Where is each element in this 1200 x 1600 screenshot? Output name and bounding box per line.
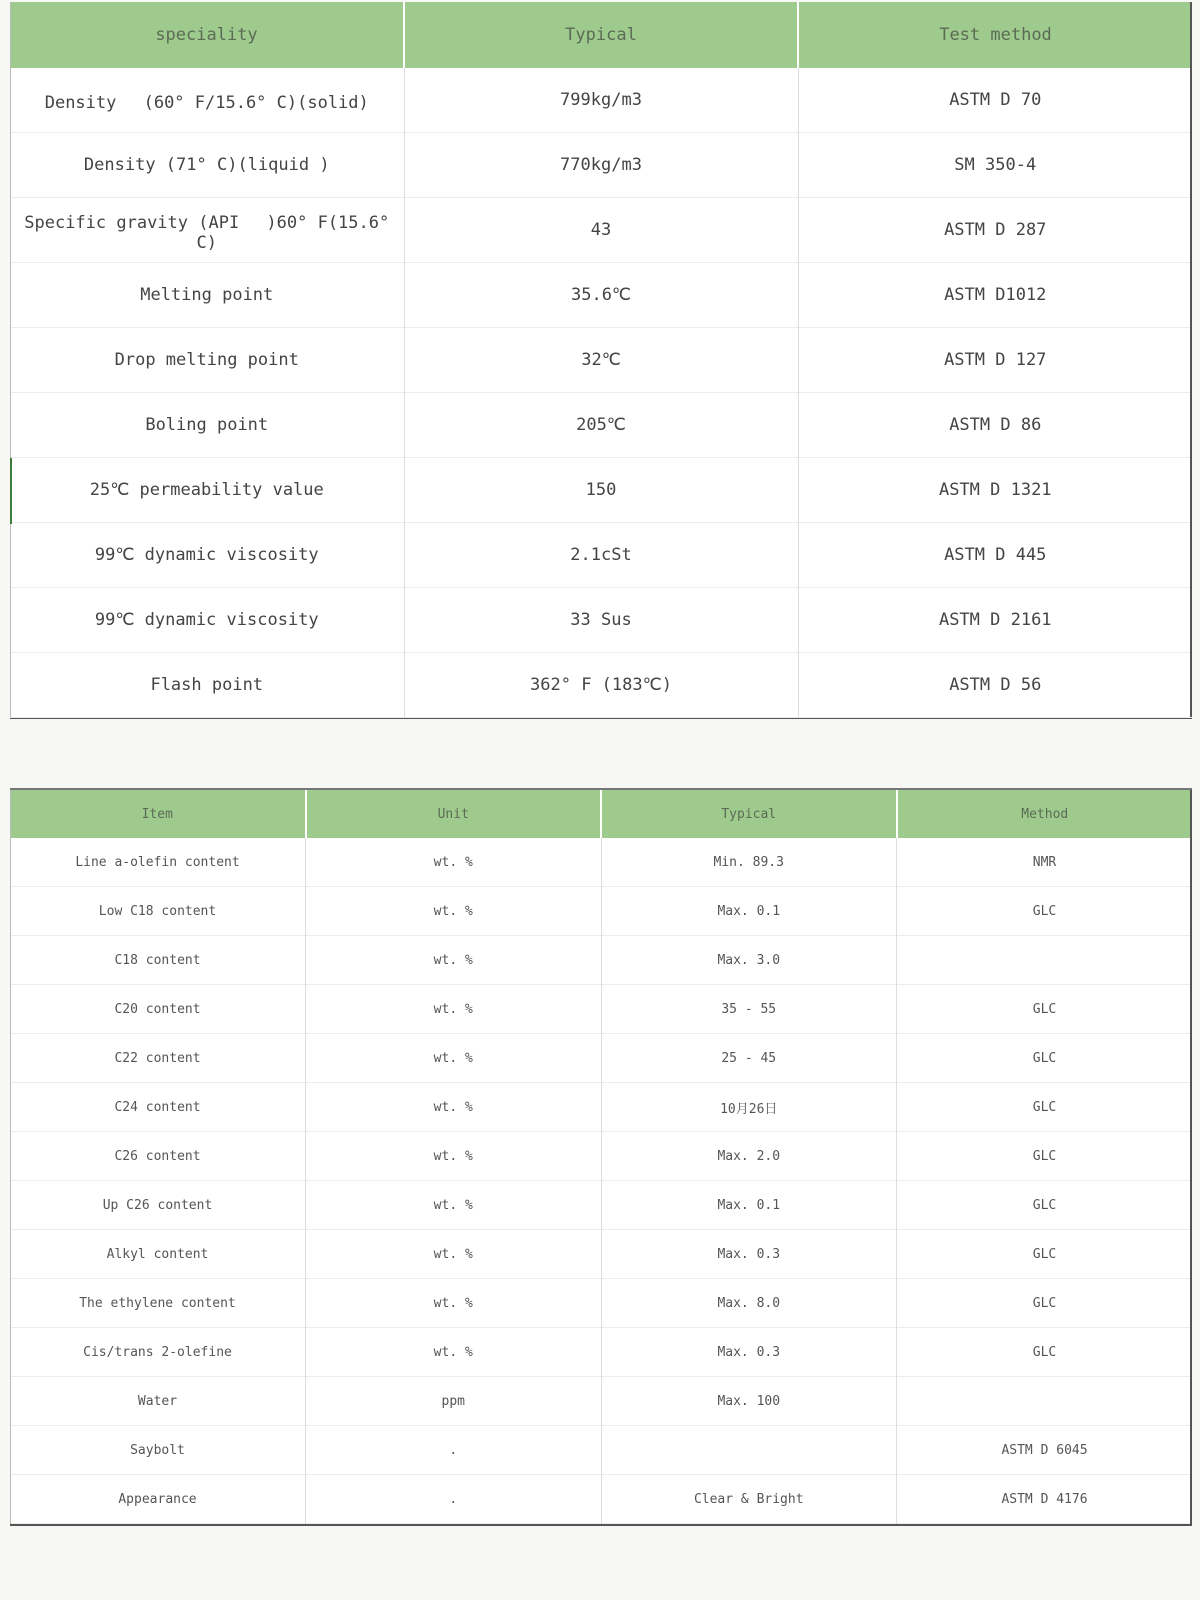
properties-header-row bbox=[10, 2, 1192, 68]
table-row bbox=[10, 1328, 1192, 1377]
item-cell: C20 content bbox=[10, 985, 306, 1034]
table-row bbox=[10, 1230, 1192, 1279]
composition-grid bbox=[10, 790, 1192, 1524]
method-cell bbox=[897, 936, 1193, 985]
table-row bbox=[10, 1034, 1192, 1083]
item-cell: Saybolt bbox=[10, 1426, 306, 1475]
item-cell: Water bbox=[10, 1377, 306, 1426]
test-method-cell: ASTM D 445 bbox=[944, 545, 1047, 565]
typical-cell: Max. 8.0 bbox=[601, 1279, 897, 1328]
typical-cell: 2.1cSt bbox=[404, 523, 798, 588]
speciality-cell: Boling point bbox=[10, 393, 404, 458]
typical-cell: 33 Sus bbox=[404, 588, 798, 653]
test-method-cell: ASTM D1012 bbox=[944, 285, 1047, 305]
unit-cell: wt. % bbox=[306, 1034, 602, 1083]
speciality-cell: Drop melting point bbox=[10, 328, 404, 393]
table-row bbox=[10, 1279, 1192, 1328]
header-typical: Typical bbox=[601, 790, 897, 838]
header-speciality: speciality bbox=[10, 2, 404, 68]
table-row bbox=[10, 133, 1192, 198]
table-row bbox=[10, 1377, 1192, 1426]
test-method-cell: ASTM D 127 bbox=[944, 350, 1047, 370]
typical-cell: 150 bbox=[404, 458, 798, 523]
typical-cell: 205℃ bbox=[404, 393, 798, 458]
item-cell: Appearance bbox=[10, 1475, 306, 1524]
method-cell: GLC bbox=[1032, 1001, 1057, 1017]
table-row bbox=[10, 936, 1192, 985]
unit-cell: wt. % bbox=[306, 1181, 602, 1230]
test-method-cell: ASTM D 86 bbox=[949, 415, 1042, 435]
test-method-cell: ASTM D 70 bbox=[949, 90, 1042, 110]
method-cell: GLC bbox=[1032, 903, 1057, 919]
unit-cell: . bbox=[306, 1475, 602, 1524]
item-cell: C18 content bbox=[10, 936, 306, 985]
typical-cell: 770kg/m3 bbox=[404, 133, 798, 198]
typical-cell: Min. 89.3 bbox=[601, 838, 897, 887]
unit-cell: wt. % bbox=[306, 1328, 602, 1377]
item-cell: Line a-olefin content bbox=[10, 838, 306, 887]
typical-cell: 32℃ bbox=[404, 328, 798, 393]
speciality-cell: 99℃ dynamic viscosity bbox=[10, 523, 404, 588]
table-row bbox=[10, 653, 1192, 718]
test-method-cell: ASTM D 1321 bbox=[938, 480, 1052, 500]
test-method-cell: ASTM D 56 bbox=[949, 675, 1042, 695]
typical-cell: Max. 3.0 bbox=[601, 936, 897, 985]
item-cell: C24 content bbox=[10, 1083, 306, 1132]
item-cell: Up C26 content bbox=[10, 1181, 306, 1230]
method-cell bbox=[897, 1377, 1193, 1426]
typical-cell: Clear & Bright bbox=[601, 1475, 897, 1524]
table-row bbox=[10, 1475, 1192, 1524]
unit-cell: wt. % bbox=[306, 1132, 602, 1181]
method-cell: GLC bbox=[1032, 1050, 1057, 1066]
unit-cell: wt. % bbox=[306, 838, 602, 887]
typical-cell: 35 - 55 bbox=[601, 985, 897, 1034]
speciality-cell: Density (71° C)(liquid ) bbox=[10, 133, 404, 198]
method-cell: GLC bbox=[1032, 1344, 1057, 1360]
item-cell: C26 content bbox=[10, 1132, 306, 1181]
typical-cell: Max. 0.3 bbox=[601, 1230, 897, 1279]
table-row bbox=[10, 1083, 1192, 1132]
typical-cell: Max. 100 bbox=[601, 1377, 897, 1426]
header-test-method: Test method bbox=[798, 2, 1192, 68]
speciality-cell: 25℃ permeability value bbox=[10, 458, 404, 523]
speciality-cell: Specific gravity (API )60° F(15.6° C) bbox=[10, 198, 404, 263]
unit-cell: wt. % bbox=[306, 936, 602, 985]
row-accent-marker bbox=[10, 458, 12, 524]
table-row bbox=[10, 393, 1192, 458]
table-row bbox=[10, 1181, 1192, 1230]
typical-cell: 43 bbox=[404, 198, 798, 263]
table-row bbox=[10, 1426, 1192, 1475]
typical-cell bbox=[601, 1426, 897, 1475]
typical-cell: 25 - 45 bbox=[601, 1034, 897, 1083]
table-left-border bbox=[10, 790, 11, 1524]
typical-cell: Max. 0.1 bbox=[601, 887, 897, 936]
method-cell: GLC bbox=[1032, 1148, 1057, 1164]
item-cell: C22 content bbox=[10, 1034, 306, 1083]
table-row bbox=[10, 263, 1192, 328]
item-cell: Cis/trans 2-olefine bbox=[10, 1328, 306, 1377]
test-method-cell: SM 350-4 bbox=[954, 155, 1037, 175]
table-row bbox=[10, 328, 1192, 393]
typical-cell: Max. 2.0 bbox=[601, 1132, 897, 1181]
speciality-cell: 99℃ dynamic viscosity bbox=[10, 588, 404, 653]
table-left-border bbox=[10, 2, 11, 717]
test-method-cell: ASTM D 2161 bbox=[938, 610, 1052, 630]
table-row bbox=[10, 588, 1192, 653]
composition-table bbox=[10, 788, 1192, 1526]
typical-cell: 362° F (183℃) bbox=[404, 653, 798, 718]
composition-header-row bbox=[10, 790, 1192, 838]
method-cell: ASTM D 6045 bbox=[1001, 1442, 1088, 1458]
header-unit: Unit bbox=[306, 790, 602, 838]
method-cell: NMR bbox=[1032, 854, 1057, 870]
unit-cell: wt. % bbox=[306, 1279, 602, 1328]
unit-cell: wt. % bbox=[306, 887, 602, 936]
typical-cell: Max. 0.1 bbox=[601, 1181, 897, 1230]
method-cell: GLC bbox=[1032, 1197, 1057, 1213]
method-cell: GLC bbox=[1032, 1099, 1057, 1115]
table-row bbox=[10, 458, 1192, 523]
properties-table bbox=[10, 2, 1192, 719]
table-row bbox=[10, 198, 1192, 263]
item-cell: Alkyl content bbox=[10, 1230, 306, 1279]
unit-cell: ppm bbox=[306, 1377, 602, 1426]
table-row bbox=[10, 523, 1192, 588]
speciality-cell: Density (60° F/15.6° C)(solid) bbox=[10, 68, 404, 133]
speciality-cell: Melting point bbox=[10, 263, 404, 328]
typical-cell: 10月26日 bbox=[601, 1083, 897, 1132]
typical-cell: 35.6℃ bbox=[404, 263, 798, 328]
method-cell: GLC bbox=[1032, 1295, 1057, 1311]
method-cell: GLC bbox=[1032, 1246, 1057, 1262]
method-cell: ASTM D 4176 bbox=[1001, 1491, 1088, 1507]
table-row bbox=[10, 838, 1192, 887]
typical-cell: Max. 0.3 bbox=[601, 1328, 897, 1377]
header-item: Item bbox=[10, 790, 306, 838]
unit-cell: wt. % bbox=[306, 985, 602, 1034]
item-cell: Low C18 content bbox=[10, 887, 306, 936]
unit-cell: wt. % bbox=[306, 1083, 602, 1132]
typical-cell: 799kg/m3 bbox=[404, 68, 798, 133]
unit-cell: . bbox=[306, 1426, 602, 1475]
table-right-border bbox=[1190, 790, 1192, 1524]
test-method-cell: ASTM D 287 bbox=[944, 220, 1047, 240]
speciality-cell: Flash point bbox=[10, 653, 404, 718]
table-row bbox=[10, 68, 1192, 133]
table-row bbox=[10, 887, 1192, 936]
table-right-border bbox=[1190, 2, 1192, 717]
header-method: Method bbox=[897, 790, 1193, 838]
table-row bbox=[10, 1132, 1192, 1181]
table-row bbox=[10, 985, 1192, 1034]
properties-grid bbox=[10, 2, 1192, 718]
item-cell: The ethylene content bbox=[10, 1279, 306, 1328]
header-typical: Typical bbox=[404, 2, 798, 68]
unit-cell: wt. % bbox=[306, 1230, 602, 1279]
